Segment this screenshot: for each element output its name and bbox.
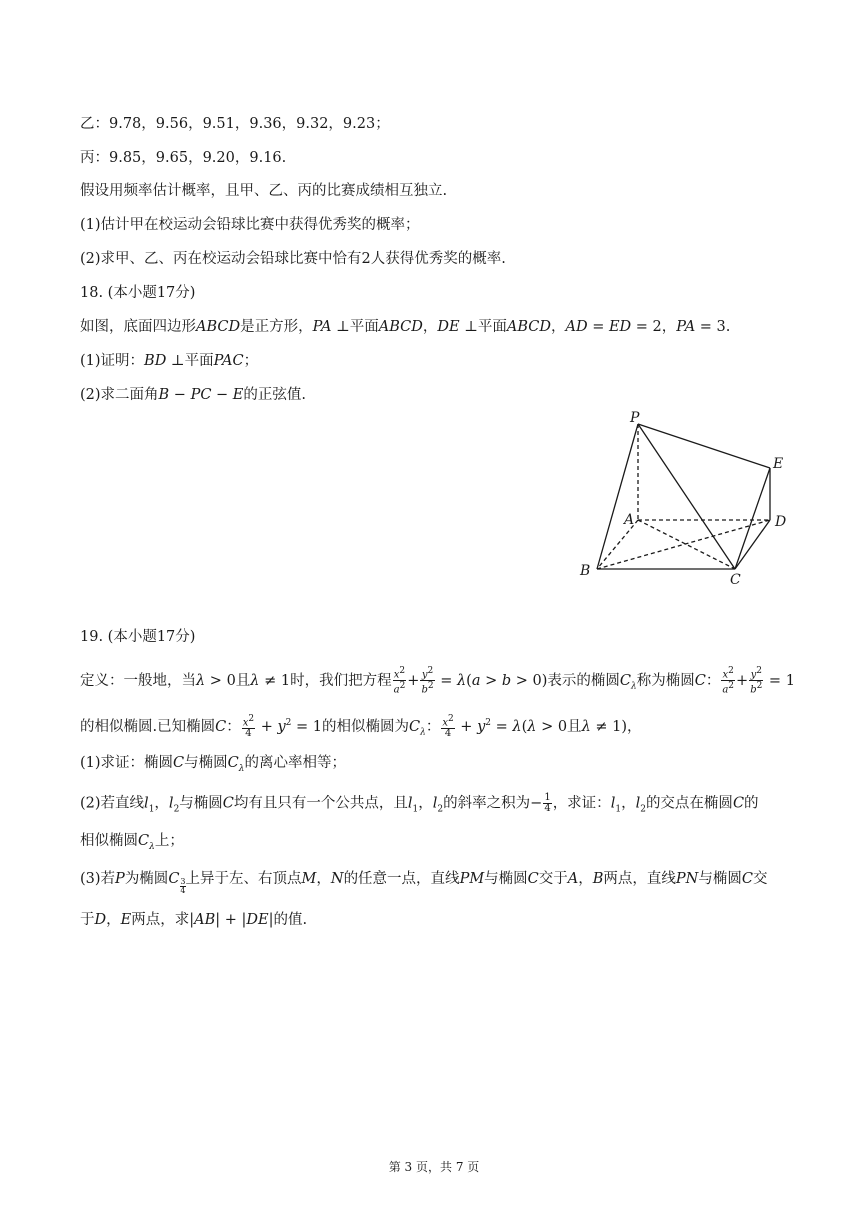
t: ⊥平面: [331, 319, 379, 335]
fraction-x2-a2: [721, 666, 735, 696]
t: =: [491, 718, 513, 735]
q18-header: [80, 283, 195, 303]
edge-pb: [597, 424, 638, 569]
m: λ: [527, 718, 537, 735]
text-assume: 假设用频率估计概率，且甲、乙、丙的比赛成绩相互独立.: [80, 183, 448, 199]
sup: 2: [728, 681, 735, 692]
edge-ce: [735, 468, 770, 569]
t: +: [455, 718, 478, 735]
sup: 2: [248, 714, 255, 725]
den: 4: [444, 728, 452, 740]
m: a: [393, 684, 400, 696]
m: P: [115, 871, 125, 887]
m: E: [120, 912, 132, 928]
t: 两点，求|: [131, 912, 195, 928]
t: > 0)表示的椭圆: [511, 672, 620, 689]
sup: 2: [399, 681, 406, 692]
sub: λ: [149, 841, 155, 852]
m: C: [227, 755, 239, 771]
m: l: [144, 795, 149, 812]
text-q19-header: 19. (本小题17分): [80, 629, 196, 645]
edge-pc: [638, 424, 735, 569]
sup: 2: [485, 718, 492, 728]
t: = 3.: [695, 319, 731, 335]
text-bing: 丙：9.85，9.65，9.20，9.16.: [80, 150, 287, 166]
t: ⊥平面: [166, 353, 214, 369]
t: 相似椭圆: [80, 833, 138, 849]
t: 的相似椭圆.已知椭圆: [80, 718, 216, 735]
q19-definition-1: 定义：一般地，当λ > 0且λ ≠ 1时，我们把方程 $\frac{x^2}{a^2}$ + $\frac{y^2}{b^2}$ = λ(a > b > 0)表示的椭圆$C_\lambda$称为椭圆C： $\frac{x^2}{a^2}$ + $\frac{y^2}{b^2}$ = 1: [80, 666, 795, 696]
m: C: [173, 755, 185, 771]
m: BD: [144, 353, 167, 369]
label-e: E: [773, 456, 784, 472]
m: λ: [456, 672, 467, 689]
m: ABCD: [506, 319, 551, 335]
m: C: [619, 672, 631, 689]
data-line-bing: [80, 148, 286, 168]
m: l: [610, 795, 616, 812]
t: = 1: [764, 672, 795, 689]
m: D: [94, 912, 107, 928]
q19-part3-line2: [80, 910, 307, 930]
pyramid-figure: [570, 400, 800, 590]
m: y: [277, 718, 286, 735]
m: M: [301, 871, 317, 887]
t: 交: [752, 871, 768, 887]
sup: 2: [728, 666, 734, 676]
t: 上异于左、右顶点: [185, 871, 302, 887]
text-q18-header: 18. (本小题17分): [80, 285, 196, 301]
q19-part1: [80, 753, 346, 779]
t: (2)若直线: [80, 795, 145, 812]
t: 的斜率之积为−: [443, 795, 543, 812]
m: y: [477, 718, 486, 735]
sup: 2: [399, 666, 406, 676]
m: y: [750, 669, 757, 681]
q18-stem: [80, 317, 730, 337]
q17-part1: [80, 215, 420, 235]
t: 与椭圆: [484, 871, 528, 887]
t: |的值.: [268, 912, 308, 928]
sup: 2: [756, 666, 762, 676]
t: 的交点在椭圆: [645, 795, 733, 812]
m: y: [421, 669, 428, 681]
label-a: A: [624, 512, 635, 528]
data-line-yi: [80, 114, 390, 134]
m: ABCD: [378, 319, 423, 335]
sup: 2: [427, 666, 434, 676]
m: b: [421, 684, 428, 696]
sub: 1: [412, 804, 419, 815]
sub: λ: [238, 763, 245, 774]
q17-part2: [80, 249, 506, 269]
m: A: [567, 871, 579, 887]
t: (3)若: [80, 871, 116, 887]
t: 与椭圆: [184, 755, 228, 771]
m: C: [527, 871, 539, 887]
t: ，求证：: [552, 795, 611, 812]
sup: 2: [427, 681, 434, 692]
den: 4: [180, 886, 186, 895]
fraction-y2-b2: [749, 666, 763, 696]
page-footer: 第 3 页，共 7 页: [388, 1160, 480, 1174]
t: 与椭圆: [179, 795, 223, 812]
t: ，: [418, 795, 433, 812]
t: ，: [422, 319, 438, 335]
q18-part1: [80, 351, 258, 371]
t: ：: [425, 718, 441, 735]
t: | + |: [215, 912, 247, 928]
t: 称为椭圆: [636, 672, 695, 689]
t: > 0且: [536, 718, 582, 735]
m: AD = ED: [565, 319, 632, 335]
m: C: [409, 718, 421, 735]
den: 4: [245, 728, 252, 740]
q18-part2: [80, 385, 306, 405]
t: 两点，直线: [603, 871, 676, 887]
m: PA: [676, 319, 696, 335]
t: ；: [243, 353, 259, 369]
fraction-x2-4: [441, 714, 454, 739]
t: 定义：一般地，当: [80, 672, 196, 689]
m: DE: [246, 912, 269, 928]
q19-header: [80, 627, 195, 647]
m: PN: [675, 871, 699, 887]
m: x: [242, 717, 249, 729]
q19-part2-line2: [80, 831, 184, 857]
t: ≠ 1)，: [590, 718, 642, 735]
sub: 2: [640, 804, 646, 815]
fraction-y2-b2: [420, 666, 434, 696]
t: ，: [316, 871, 331, 887]
t: (1)求证：椭圆: [80, 755, 174, 771]
m: λ: [250, 672, 260, 689]
m: N: [330, 871, 344, 887]
sup: 2: [447, 714, 454, 725]
t: ，: [578, 871, 593, 887]
t: = 1的相似椭圆为: [291, 718, 409, 735]
m: PAC: [213, 353, 244, 369]
m: C: [215, 718, 227, 735]
t: ，: [154, 795, 169, 812]
m: AB: [194, 912, 216, 928]
q19-part3-line1: [80, 869, 767, 895]
t: ，: [106, 912, 121, 928]
t: =: [435, 672, 457, 689]
t: 的正弦值.: [243, 387, 306, 403]
t: 为椭圆: [124, 871, 169, 887]
fraction-x2-4: [242, 714, 255, 739]
m: b: [750, 684, 757, 696]
sup: 2: [285, 718, 292, 728]
m: a > b: [471, 672, 512, 689]
m: B: [592, 871, 604, 887]
t: ，: [621, 795, 636, 812]
fraction-x2-a2: [393, 666, 407, 696]
assumption-line: [80, 181, 447, 201]
m: DE: [437, 319, 460, 335]
t: ⊥平面: [459, 319, 507, 335]
t: +: [256, 718, 278, 735]
num: 1: [544, 792, 551, 803]
den: 4: [544, 803, 551, 814]
fraction-1-4: [543, 793, 551, 814]
m: C: [732, 795, 745, 812]
sub: 1: [148, 804, 155, 815]
text-yi: 乙：9.78，9.56，9.51，9.36，9.32，9.23；: [80, 116, 390, 132]
t: (2)求二面角: [80, 387, 159, 403]
t: ：: [705, 672, 721, 689]
t: ：: [226, 718, 241, 735]
t: 的离心率相等；: [244, 755, 346, 771]
t: 与椭圆: [698, 871, 742, 887]
text-q17-1: (1)估计甲在校运动会铅球比赛中获得优秀奖的概率；: [80, 217, 420, 233]
label-p: P: [630, 410, 640, 426]
q19-part2-line1: [80, 793, 759, 819]
m: λ: [512, 718, 522, 735]
t: = 2，: [631, 319, 677, 335]
m: a: [722, 684, 729, 696]
t: (: [466, 672, 472, 689]
m: x: [722, 669, 729, 681]
m: B − PC − E: [158, 387, 244, 403]
m: λ: [196, 672, 206, 689]
t: (: [521, 718, 528, 735]
m: l: [407, 795, 413, 812]
sub: λ: [631, 681, 637, 692]
t: ≠ 1时，我们把方程: [259, 672, 392, 689]
label-d: D: [775, 514, 787, 530]
sub: 2: [437, 804, 444, 815]
m: PM: [459, 871, 485, 887]
m: x: [393, 669, 400, 681]
m: C: [694, 672, 706, 689]
m: C: [222, 795, 234, 812]
m: l: [432, 795, 438, 812]
sub: 1: [615, 804, 622, 815]
t: 的任意一点，直线: [343, 871, 460, 887]
t: 如图，底面四边形: [80, 319, 196, 335]
t: 是正方形，: [240, 319, 313, 335]
label-c: C: [730, 572, 741, 588]
q19-definition-2: [80, 713, 642, 743]
edge-pe: [638, 424, 770, 468]
m: ABCD: [196, 319, 241, 335]
m: l: [635, 795, 641, 812]
t: ，: [551, 319, 566, 335]
t: 上；: [154, 833, 184, 849]
m: C: [138, 833, 150, 849]
t: (1)证明：: [80, 353, 145, 369]
num: 3: [180, 877, 186, 886]
m: C: [741, 871, 753, 887]
text-q17-2: (2)求甲、乙、丙在校运动会铅球比赛中恰有2人获得优秀奖的概率.: [80, 251, 506, 267]
t: > 0且: [205, 672, 251, 689]
label-b: B: [580, 563, 591, 579]
sub: 2: [173, 804, 180, 815]
edge-cd: [735, 520, 770, 569]
sub: λ: [420, 727, 426, 738]
t: 均有且只有一个公共点，且: [233, 795, 408, 812]
t: 的: [744, 795, 759, 812]
m: C: [168, 871, 180, 887]
t: 交于: [538, 871, 568, 887]
m: λ: [581, 718, 591, 735]
m: l: [168, 795, 174, 812]
edge-ac: [638, 520, 735, 569]
m: x: [442, 717, 448, 729]
m: PA: [312, 319, 332, 335]
t: 于: [80, 912, 95, 928]
sup: 2: [756, 681, 763, 692]
